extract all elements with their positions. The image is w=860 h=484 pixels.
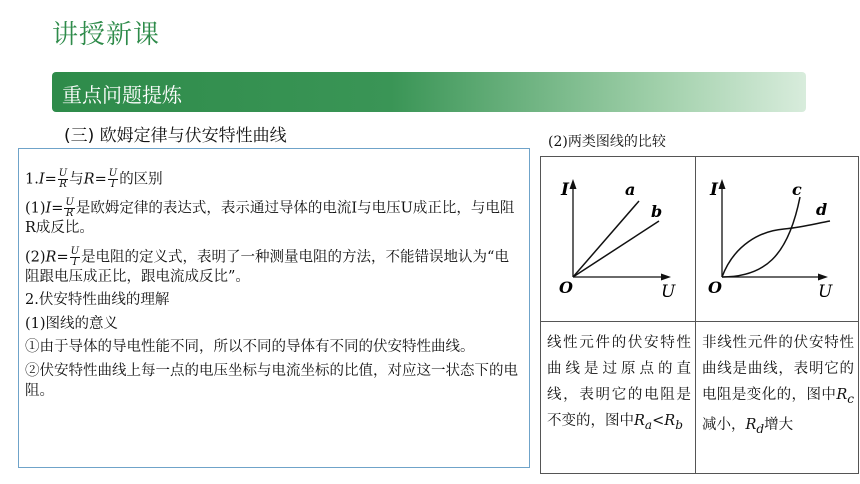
line-b (573, 221, 659, 277)
comparison-table (540, 156, 859, 474)
curve-c-label: c (792, 180, 802, 199)
curve-d-label: d (816, 200, 828, 219)
curve-a-label: a (625, 180, 636, 199)
axis-i-label-2: I (710, 180, 718, 200)
section-subtitle: (三) 欧姆定律与伏安特性曲线 (64, 126, 287, 146)
graph-linear-cell (541, 157, 696, 322)
origin-label: O (559, 278, 573, 297)
nonlinear-description: 非线性元件的伏安特性曲线是曲线，表明它的电阻是变化的，图中$R_c$减小，$R_d$增大 (702, 335, 854, 436)
origin-label-2: O (708, 278, 722, 297)
curve-c (722, 197, 800, 277)
line-6: ①由于导体的导电性能不同，所以不同的导体有不同的伏安特性曲线。 (25, 339, 475, 356)
line-3: (2)R= $\frac{U}{I}$ 是电阻的定义式，表明了一种测量电阻的方法，不能错误地认为“电阻跟电压成正比，跟电流成反比”。 (25, 245, 509, 285)
curve-d (722, 221, 830, 277)
axis-i-label: I (561, 180, 569, 200)
graph-linear (541, 157, 695, 317)
comparison-caption: (2)两类图线的比较 (548, 134, 666, 150)
section-banner (52, 72, 806, 112)
line-7: ②伏安特性曲线上每一点的电压坐标与电流坐标的比值，对应这一状态下的电阻。 (25, 363, 518, 399)
line-1: 1.I= $\frac{U}{R}$ 与R= $\frac{U}{I}$ 的区别 (25, 168, 163, 190)
fraction-u-i: $\frac{U}{I}$ (108, 168, 118, 190)
text-nonlinear-cell (696, 322, 859, 474)
axis-u-label: U (661, 282, 676, 302)
banner-label: 重点问题提炼 (62, 83, 182, 107)
text-linear-cell (541, 322, 696, 474)
line-a (573, 201, 639, 277)
line-5: (1)图线的意义 (25, 315, 119, 332)
fraction-u-i-2: $\frac{U}{I}$ (70, 245, 80, 268)
fraction-u-r-2: $\frac{U}{R}$ (65, 197, 74, 220)
graph-nonlinear (696, 157, 858, 317)
axis-u-label-2: U (818, 282, 833, 302)
line-2: (1)I= $\frac{U}{R}$ 是欧姆定律的表达式，表示通过导体的电流I与电压U成正比，与电阻R成反比。 (25, 197, 515, 237)
line-4: 2.伏安特性曲线的理解 (25, 292, 170, 309)
linear-description: 线性元件的伏安特性曲线是过原点的直线，表明它的电阻是不变的，图中$R_a<R_b$ (547, 335, 691, 432)
page-title: 讲授新课 (52, 20, 161, 50)
curve-b-label: b (651, 202, 663, 221)
explanation-box (18, 148, 530, 468)
fraction-u-r: $\frac{U}{R}$ (58, 168, 68, 190)
graph-nonlinear-cell (696, 157, 859, 322)
